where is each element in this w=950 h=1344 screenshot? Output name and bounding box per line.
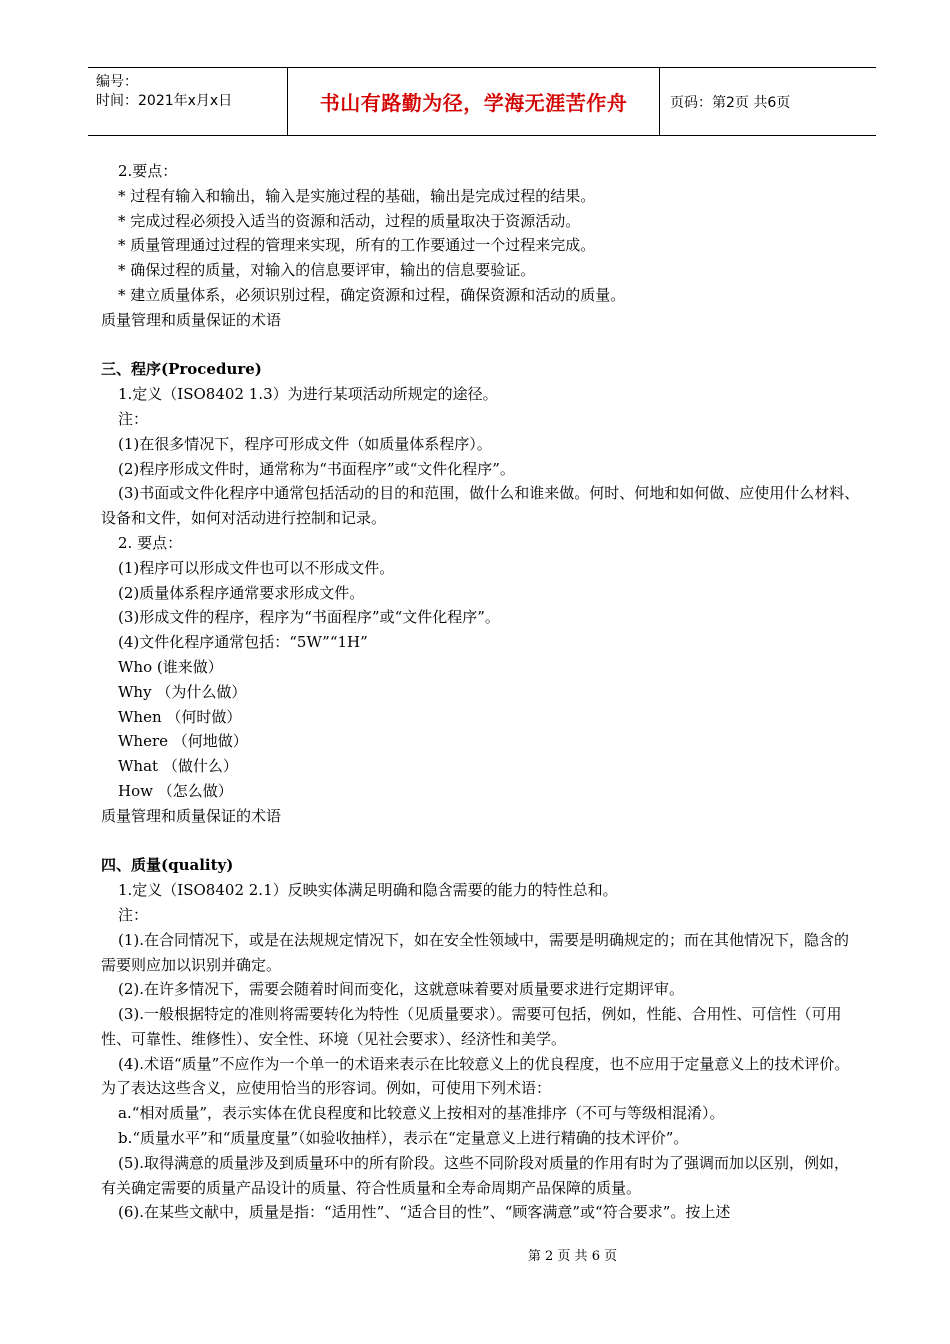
body-paragraph: (6).在某些文献中，质量是指：“适用性”、“适合目的性”、“顾客满意”或“符合要求”。按上述 xyxy=(118,1203,731,1222)
body-paragraph: (3).一般根据特定的准则将需要转化为特性（见质量要求）。需要可包括，例如，性能、合用性、可信性（可用性、可靠性、维修性）、安全性、环境（见社会要求）、经济性和美学。 xyxy=(101,1005,842,1048)
body-paragraph: 2.要点： xyxy=(118,162,178,180)
body-paragraph: * 质量管理通过过程的管理来实现，所有的工作要通过一个过程来完成。 xyxy=(118,236,596,255)
body-paragraph: * 完成过程必须投入适当的资源和活动，过程的质量取决于资源活动。 xyxy=(118,211,581,230)
body-paragraph: (4)文件化程序通常包括：“5W”“1H” xyxy=(118,633,368,652)
body-paragraph: * 过程有输入和输出，输入是实施过程的基础，输出是完成过程的结果。 xyxy=(118,186,596,205)
body-paragraph: a.“相对质量”，表示实体在优良程度和比较意义上按相对的基准排序（不可与等级相混淆）。 xyxy=(118,1104,725,1123)
body-paragraph: * 建立质量体系，必须识别过程，确定资源和过程，确保资源和活动的质量。 xyxy=(118,285,626,304)
section-heading: 三、程序(Procedure) xyxy=(101,360,262,379)
body-paragraph: Where （何地做） xyxy=(118,732,248,751)
document-time-label: 时间：2021年x月x日 xyxy=(96,93,233,109)
body-paragraph: How （怎么做） xyxy=(118,781,233,800)
blank-line xyxy=(101,829,863,854)
body-paragraph: 质量管理和质量保证的术语 xyxy=(101,310,282,329)
body-paragraph: (1)程序可以形成文件也可以不形成文件。 xyxy=(118,558,395,577)
body-paragraph: (5).取得满意的质量涉及到质量环中的所有阶段。这些不同阶段对质量的作用有时为了强调而加以区别，例如，有关确定需要的质量产品设计的质量、符合性质量和全寿命周期产品保障的质量。 xyxy=(101,1153,850,1197)
body-paragraph: When （何时做） xyxy=(118,707,242,726)
body-paragraph: 注： xyxy=(118,409,149,428)
body-paragraph: 1.定义（ISO8402 1.3）为进行某项活动所规定的途径。 xyxy=(118,385,498,404)
body-paragraph: 2. 要点： xyxy=(118,533,183,552)
body-paragraph: What （做什么） xyxy=(118,757,238,776)
body-paragraph: (1).在合同情况下，或是在法规规定情况下，如在安全性领域中，需要是明确规定的；而在其他情况下，隐含的需要则应加以识别并确定。 xyxy=(101,930,850,974)
header-page-cell xyxy=(660,68,876,135)
document-number-label: 编号： xyxy=(96,74,138,90)
body-paragraph: * 确保过程的质量，对输入的信息要评审，输出的信息要验证。 xyxy=(118,261,536,280)
body-paragraph: 注： xyxy=(118,905,149,924)
page-footer: 第 2 页 共 6 页 xyxy=(527,1249,618,1264)
document-body xyxy=(101,159,863,1225)
page-header xyxy=(88,67,876,136)
section-heading: 四、质量(quality) xyxy=(101,856,234,875)
body-paragraph: (4).术语“质量”不应作为一个单一的术语来表示在比较意义上的优良程度，也不应用于定量意义上的技术评价。为了表达这些含义，应使用恰当的形容词。例如，可使用下列术语： xyxy=(101,1054,850,1098)
body-paragraph: (2).在许多情况下，需要会随着时间而变化，这就意味着要对质量要求进行定期评审。 xyxy=(118,980,685,999)
header-motto-cell xyxy=(287,68,660,135)
body-paragraph: Why （为什么做） xyxy=(118,682,247,701)
header-motto: 书山有路勤为径，学海无涯苦作舟 xyxy=(319,91,628,115)
body-paragraph: (2)质量体系程序通常要求形成文件。 xyxy=(118,583,365,602)
body-paragraph: (2)程序形成文件时，通常称为“书面程序”或“文件化程序”。 xyxy=(118,459,515,478)
header-page-number: 页码：第2页 共6页 xyxy=(670,94,791,111)
blank-line xyxy=(101,333,863,358)
body-paragraph: (3)书面或文件化程序中通常包括活动的目的和范围，做什么和谁来做。何时、何地和如何做、应使用什么材料、设备和文件，如何对活动进行控制和记录。 xyxy=(101,484,860,528)
header-meta xyxy=(88,68,287,135)
body-paragraph: 质量管理和质量保证的术语 xyxy=(101,806,282,825)
body-paragraph: (3)形成文件的程序，程序为“书面程序”或“文件化程序”。 xyxy=(118,608,500,627)
body-paragraph: (1)在很多情况下，程序可形成文件（如质量体系程序）。 xyxy=(118,434,492,453)
body-paragraph: Who (谁来做） xyxy=(118,657,223,676)
body-paragraph: 1.定义（ISO8402 2.1）反映实体满足明确和隐含需要的能力的特性总和。 xyxy=(118,881,618,900)
body-paragraph: b.“质量水平”和“质量度量”（如验收抽样），表示在“定量意义上进行精确的技术评价”。 xyxy=(118,1129,689,1148)
